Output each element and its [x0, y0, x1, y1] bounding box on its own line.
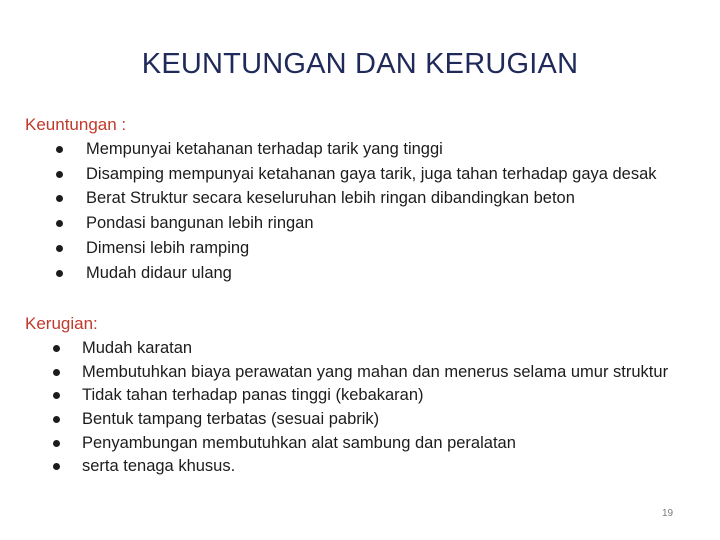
bullet-icon: [56, 220, 63, 227]
bullet-icon: [56, 146, 63, 153]
advantage-item: [56, 137, 657, 162]
bullet-icon: [53, 369, 60, 376]
advantage-text: Mudah didaur ulang: [86, 263, 232, 282]
bullet-icon: [53, 416, 60, 423]
disadvantage-text: Membutuhkan biaya perawatan yang mahan dan menerus selama umur struktur: [82, 362, 669, 381]
advantages-heading: Keuntungan :: [25, 115, 127, 134]
disadvantage-item: [53, 361, 668, 385]
disadvantage-item: [53, 431, 668, 455]
disadvantage-text: Bentuk tampang terbatas (sesuai pabrik): [82, 410, 380, 429]
advantage-text: Disamping mempunyai ketahanan gaya tarik, juga tahan terhadap gaya desak: [86, 164, 657, 183]
disadvantages-heading: Kerugian:: [25, 314, 98, 333]
advantage-item: [56, 162, 657, 187]
advantage-text: Pondasi bangunan lebih ringan: [86, 214, 314, 233]
slide-title: KEUNTUNGAN DAN KERUGIAN: [141, 48, 579, 80]
disadvantage-text: Tidak tahan terhadap panas tinggi (kebakaran): [82, 386, 424, 405]
bullet-icon: [53, 440, 60, 447]
bullet-icon: [56, 270, 63, 277]
advantage-text: Berat Struktur secara keseluruhan lebih ringan dibandingkan beton: [86, 189, 575, 208]
advantage-text: Mempunyai ketahanan terhadap tarik yang tinggi: [86, 139, 443, 158]
advantage-item: [56, 236, 657, 261]
advantage-item: [56, 211, 657, 236]
bullet-icon: [53, 463, 60, 470]
bullet-icon: [56, 245, 63, 252]
disadvantage-text: Mudah karatan: [82, 339, 193, 358]
bullet-icon: [53, 392, 60, 399]
disadvantage-item: [53, 384, 668, 408]
advantage-item: [56, 187, 657, 212]
disadvantage-item: [53, 337, 668, 361]
advantage-item: [56, 261, 657, 286]
advantages-list: [56, 137, 657, 286]
bullet-icon: [53, 345, 60, 352]
advantage-text: Dimensi lebih ramping: [86, 239, 250, 258]
disadvantage-item: [53, 455, 668, 479]
page-number: 19: [662, 508, 674, 519]
disadvantage-text: serta tenaga khusus.: [82, 457, 236, 476]
disadvantages-list: [53, 337, 668, 479]
bullet-icon: [56, 195, 63, 202]
disadvantage-text: Penyambungan membutuhkan alat sambung dan peralatan: [82, 433, 516, 452]
disadvantage-item: [53, 408, 668, 432]
bullet-icon: [56, 171, 63, 178]
